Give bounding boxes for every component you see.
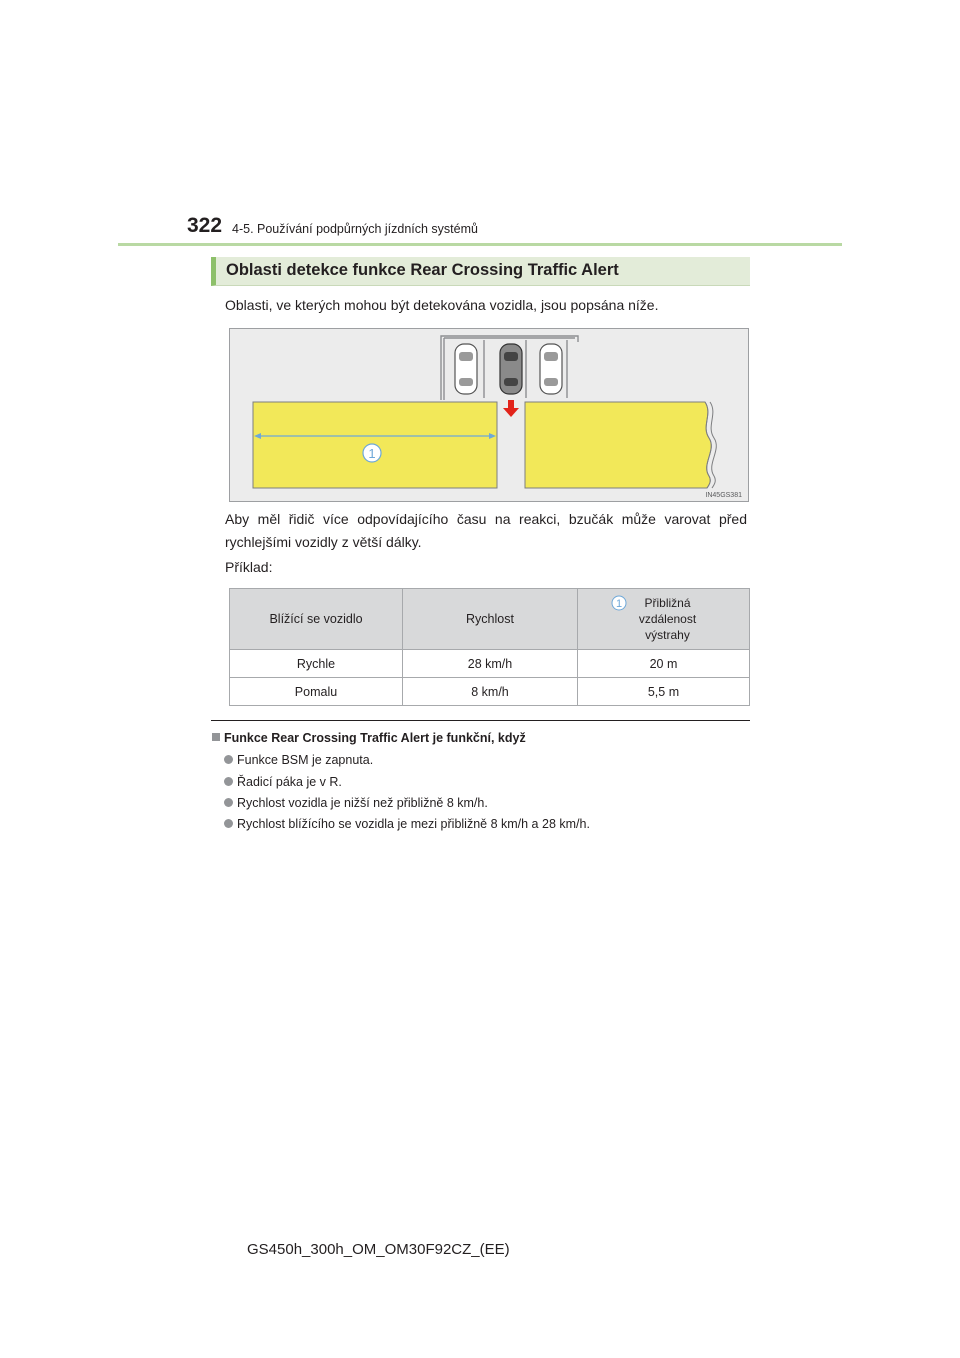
subsection-divider <box>211 720 750 721</box>
svg-text:1: 1 <box>615 598 623 610</box>
table-cell: 5,5 m <box>578 678 750 706</box>
list-item <box>224 796 488 810</box>
table-cell: Rychle <box>230 650 403 678</box>
intro-paragraph: Oblasti, ve kterých mohou být detekována vozidla, jsou popsána níže. <box>225 297 659 313</box>
figure-code: IN45GS381 <box>705 492 742 499</box>
table-header-distance <box>578 589 750 650</box>
parked-car-left-icon <box>455 344 477 394</box>
distance-header-line: výstrahy <box>645 628 690 642</box>
square-bullet-icon <box>212 733 220 741</box>
table-cell: 20 m <box>578 650 750 678</box>
bullet-dot-icon <box>224 798 233 807</box>
callout-1-icon <box>611 595 627 611</box>
detection-zone-right <box>525 402 711 488</box>
example-label: Příklad: <box>225 559 273 575</box>
table-cell: Pomalu <box>230 678 403 706</box>
page-number: 322 <box>187 214 223 237</box>
section-title: Oblasti detekce funkce Rear Crossing Traffic Alert <box>226 261 619 279</box>
subsection-heading <box>212 731 526 745</box>
list-item-text: Řadicí páka je v R. <box>237 775 342 789</box>
chapter-title: 4-5. Používání podpůrných jízdních systémů <box>232 222 478 236</box>
table-cell: 8 km/h <box>403 678 578 706</box>
warning-distance-table <box>229 588 750 706</box>
table-header-vehicle: Blížící se vozidlo <box>230 589 403 650</box>
list-item-text: Rychlost vozidla je nižší než přibližně 8 km/h. <box>237 796 488 810</box>
distance-header-line: Přibližná <box>644 596 691 610</box>
list-item <box>224 753 373 767</box>
list-item-text: Funkce BSM je zapnuta. <box>237 753 374 767</box>
table-row <box>230 678 750 706</box>
header-divider <box>118 243 842 246</box>
table-header-row <box>230 589 750 650</box>
table-header-speed: Rychlost <box>403 589 578 650</box>
list-item <box>224 775 342 789</box>
table-cell: 28 km/h <box>403 650 578 678</box>
reaction-time-paragraph: Aby měl řidič více odpovídajícího času na reakci, bzučák může varovat před rychlejšími vozidly z větší dálky. <box>225 511 747 550</box>
detection-area-illustration <box>229 328 749 502</box>
section-heading-bar <box>211 257 750 286</box>
list-item <box>224 817 590 831</box>
bullet-dot-icon <box>224 819 233 828</box>
list-item-text: Rychlost blížícího se vozidla je mezi přibližně 8 km/h a 28 km/h. <box>237 817 590 831</box>
own-vehicle-icon <box>500 344 522 394</box>
distance-header-line: vzdálenost <box>638 612 697 626</box>
callout-1-icon <box>363 444 381 462</box>
parked-car-right-icon <box>540 344 562 394</box>
table-row <box>230 650 750 678</box>
bullet-dot-icon <box>224 755 233 764</box>
svg-text:1: 1 <box>368 446 376 461</box>
subsection-title: Funkce Rear Crossing Traffic Alert je funkční, když <box>224 731 526 745</box>
footer-document-code: GS450h_300h_OM_OM30F92CZ_(EE) <box>247 1241 510 1258</box>
bullet-dot-icon <box>224 777 233 786</box>
